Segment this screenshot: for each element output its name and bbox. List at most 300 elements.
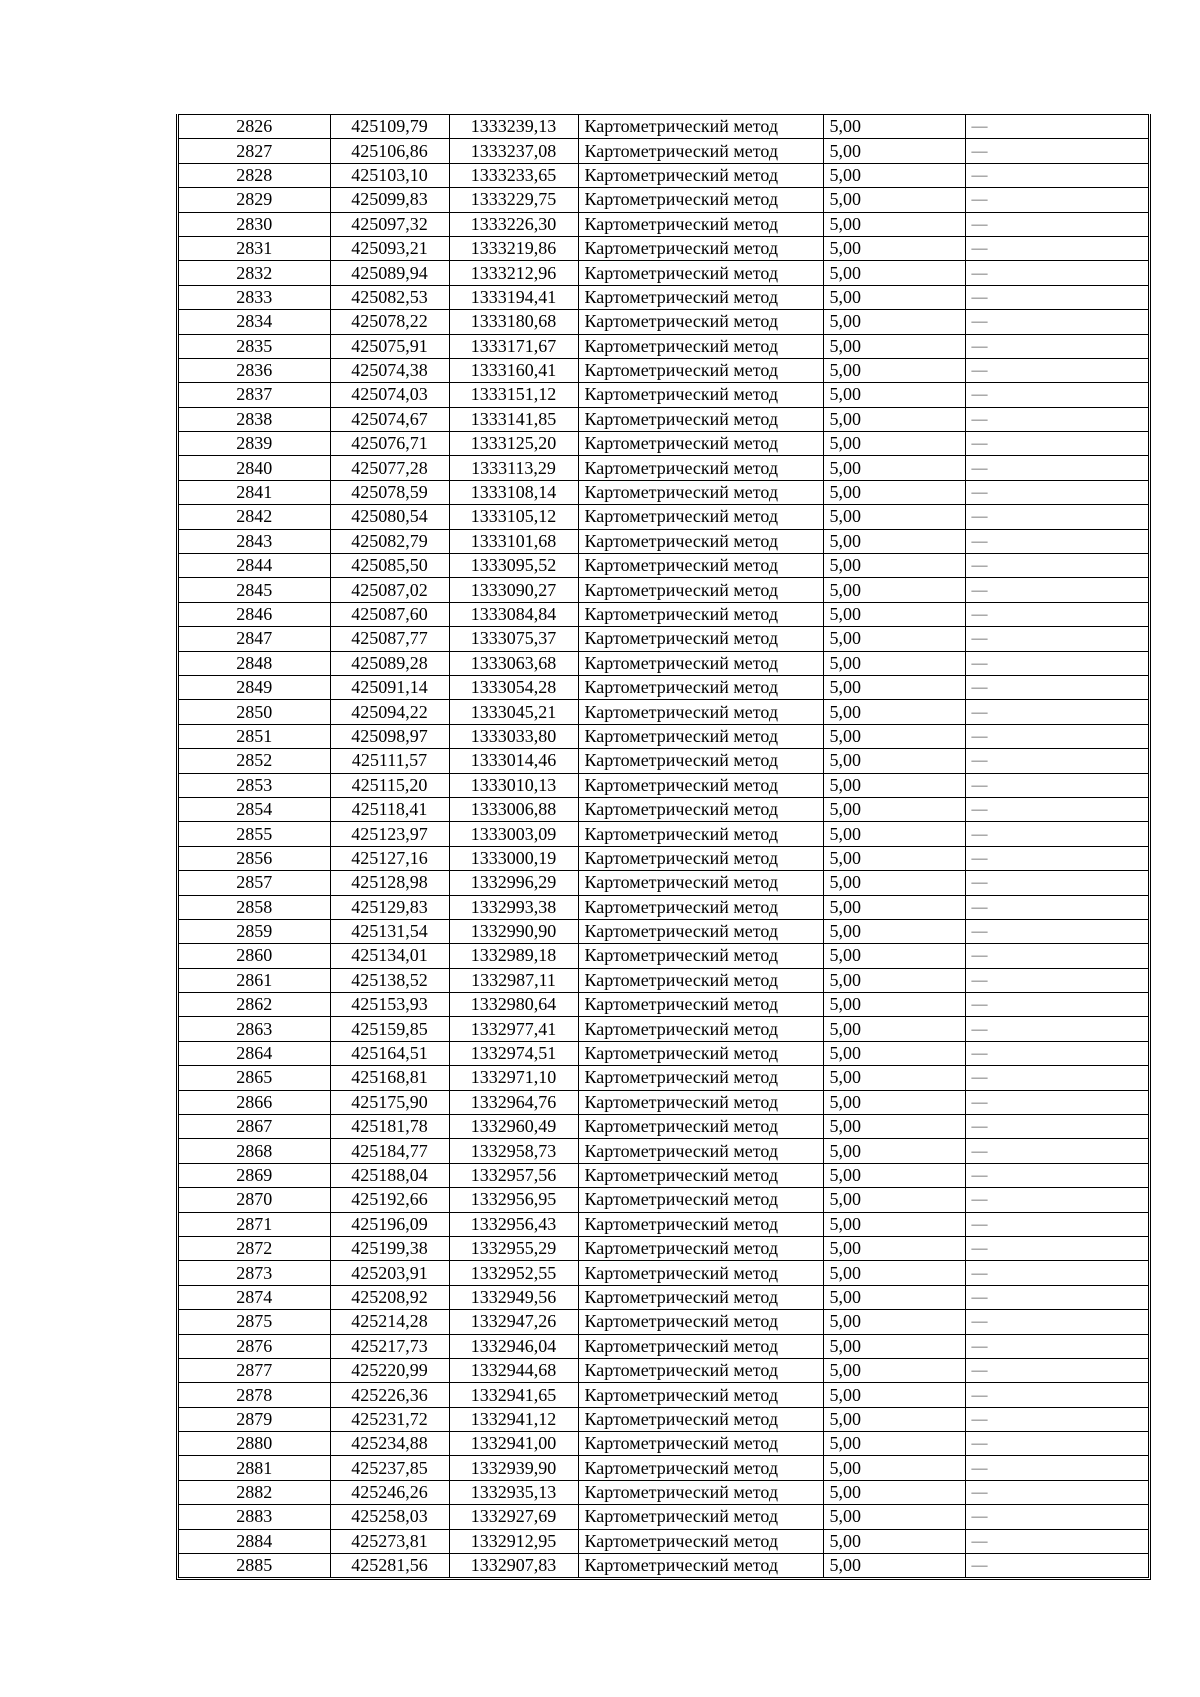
accuracy-cell: 5,00 (823, 944, 965, 968)
x-coordinate-cell: 425074,38 (330, 358, 449, 382)
accuracy-cell: 5,00 (823, 236, 965, 260)
accuracy-cell: 5,00 (823, 261, 965, 285)
accuracy-cell: 5,00 (823, 285, 965, 309)
method-cell: Картометрический метод (578, 675, 823, 699)
x-coordinate-cell: 425184,77 (330, 1139, 449, 1163)
accuracy-cell: 5,00 (823, 1285, 965, 1309)
accuracy-cell: 5,00 (823, 1163, 965, 1187)
y-coordinate-cell: 1333045,21 (449, 700, 578, 724)
method-cell: Картометрический метод (578, 944, 823, 968)
point-number-cell: 2868 (179, 1139, 330, 1163)
accuracy-cell: 5,00 (823, 846, 965, 870)
x-coordinate-cell: 425077,28 (330, 456, 449, 480)
method-cell: Картометрический метод (578, 773, 823, 797)
x-coordinate-cell: 425109,79 (330, 115, 449, 139)
note-cell: — (965, 1066, 1148, 1090)
note-cell: — (965, 1139, 1148, 1163)
point-number-cell: 2840 (179, 456, 330, 480)
x-coordinate-cell: 425128,98 (330, 871, 449, 895)
point-number-cell: 2869 (179, 1163, 330, 1187)
note-cell: — (965, 1017, 1148, 1041)
x-coordinate-cell: 425082,79 (330, 529, 449, 553)
table-row (179, 285, 1148, 309)
accuracy-cell: 5,00 (823, 1115, 965, 1139)
y-coordinate-cell: 1333212,96 (449, 261, 578, 285)
y-coordinate-cell: 1332912,95 (449, 1529, 578, 1553)
method-cell: Картометрический метод (578, 602, 823, 626)
x-coordinate-cell: 425192,66 (330, 1188, 449, 1212)
point-number-cell: 2884 (179, 1529, 330, 1553)
point-number-cell: 2843 (179, 529, 330, 553)
accuracy-cell: 5,00 (823, 1358, 965, 1382)
y-coordinate-cell: 1332974,51 (449, 1041, 578, 1065)
note-cell: — (965, 1212, 1148, 1236)
table-row (179, 578, 1148, 602)
table-row (179, 675, 1148, 699)
x-coordinate-cell: 425098,97 (330, 724, 449, 748)
y-coordinate-cell: 1333151,12 (449, 383, 578, 407)
method-cell: Картометрический метод (578, 456, 823, 480)
accuracy-cell: 5,00 (823, 1139, 965, 1163)
table-row (179, 334, 1148, 358)
note-cell: — (965, 871, 1148, 895)
x-coordinate-cell: 425093,21 (330, 236, 449, 260)
x-coordinate-cell: 425118,41 (330, 797, 449, 821)
method-cell: Картометрический метод (578, 1236, 823, 1260)
note-cell: — (965, 1310, 1148, 1334)
table-row (179, 407, 1148, 431)
method-cell: Картометрический метод (578, 358, 823, 382)
point-number-cell: 2832 (179, 261, 330, 285)
method-cell: Картометрический метод (578, 115, 823, 139)
method-cell: Картометрический метод (578, 749, 823, 773)
point-number-cell: 2853 (179, 773, 330, 797)
accuracy-cell: 5,00 (823, 1310, 965, 1334)
point-number-cell: 2826 (179, 115, 330, 139)
x-coordinate-cell: 425153,93 (330, 993, 449, 1017)
accuracy-cell: 5,00 (823, 627, 965, 651)
y-coordinate-cell: 1332956,43 (449, 1212, 578, 1236)
y-coordinate-cell: 1333014,46 (449, 749, 578, 773)
point-number-cell: 2875 (179, 1310, 330, 1334)
note-cell: — (965, 797, 1148, 821)
x-coordinate-cell: 425175,90 (330, 1090, 449, 1114)
note-cell: — (965, 334, 1148, 358)
y-coordinate-cell: 1333095,52 (449, 554, 578, 578)
table-row (179, 627, 1148, 651)
point-number-cell: 2860 (179, 944, 330, 968)
accuracy-cell: 5,00 (823, 1456, 965, 1480)
accuracy-cell: 5,00 (823, 1236, 965, 1260)
point-number-cell: 2857 (179, 871, 330, 895)
accuracy-cell: 5,00 (823, 919, 965, 943)
x-coordinate-cell: 425138,52 (330, 968, 449, 992)
y-coordinate-cell: 1332939,90 (449, 1456, 578, 1480)
point-number-cell: 2873 (179, 1261, 330, 1285)
accuracy-cell: 5,00 (823, 310, 965, 334)
table-row (179, 1090, 1148, 1114)
accuracy-cell: 5,00 (823, 895, 965, 919)
table-row (179, 1041, 1148, 1065)
table-row (179, 1066, 1148, 1090)
point-number-cell: 2867 (179, 1115, 330, 1139)
table-row (179, 1139, 1148, 1163)
x-coordinate-cell: 425220,99 (330, 1358, 449, 1382)
table-row (179, 1407, 1148, 1431)
note-cell: — (965, 578, 1148, 602)
x-coordinate-cell: 425111,57 (330, 749, 449, 773)
x-coordinate-cell: 425074,03 (330, 383, 449, 407)
point-number-cell: 2859 (179, 919, 330, 943)
note-cell: — (965, 749, 1148, 773)
y-coordinate-cell: 1332952,55 (449, 1261, 578, 1285)
y-coordinate-cell: 1333108,14 (449, 480, 578, 504)
method-cell: Картометрический метод (578, 529, 823, 553)
table-row (179, 1212, 1148, 1236)
table-row (179, 1358, 1148, 1382)
note-cell: — (965, 1334, 1148, 1358)
y-coordinate-cell: 1333237,08 (449, 139, 578, 163)
x-coordinate-cell: 425258,03 (330, 1505, 449, 1529)
point-number-cell: 2849 (179, 675, 330, 699)
accuracy-cell: 5,00 (823, 1066, 965, 1090)
table-row (179, 944, 1148, 968)
note-cell: — (965, 919, 1148, 943)
accuracy-cell: 5,00 (823, 578, 965, 602)
y-coordinate-cell: 1333125,20 (449, 432, 578, 456)
note-cell: — (965, 1163, 1148, 1187)
method-cell: Картометрический метод (578, 1334, 823, 1358)
method-cell: Картометрический метод (578, 1456, 823, 1480)
method-cell: Картометрический метод (578, 1163, 823, 1187)
x-coordinate-cell: 425085,50 (330, 554, 449, 578)
table-row (179, 310, 1148, 334)
table-row (179, 212, 1148, 236)
y-coordinate-cell: 1333141,85 (449, 407, 578, 431)
method-cell: Картометрический метод (578, 1090, 823, 1114)
y-coordinate-cell: 1332958,73 (449, 1139, 578, 1163)
accuracy-cell: 5,00 (823, 1212, 965, 1236)
accuracy-cell: 5,00 (823, 358, 965, 382)
x-coordinate-cell: 425234,88 (330, 1432, 449, 1456)
table-row (179, 846, 1148, 870)
accuracy-cell: 5,00 (823, 797, 965, 821)
x-coordinate-cell: 425196,09 (330, 1212, 449, 1236)
y-coordinate-cell: 1333063,68 (449, 651, 578, 675)
x-coordinate-cell: 425087,02 (330, 578, 449, 602)
y-coordinate-cell: 1332947,26 (449, 1310, 578, 1334)
table-row (179, 993, 1148, 1017)
y-coordinate-cell: 1333054,28 (449, 675, 578, 699)
method-cell: Картометрический метод (578, 1554, 823, 1578)
accuracy-cell: 5,00 (823, 115, 965, 139)
x-coordinate-cell: 425129,83 (330, 895, 449, 919)
note-cell: — (965, 822, 1148, 846)
note-cell: — (965, 1554, 1148, 1578)
note-cell: — (965, 212, 1148, 236)
method-cell: Картометрический метод (578, 212, 823, 236)
accuracy-cell: 5,00 (823, 188, 965, 212)
table-row (179, 1529, 1148, 1553)
table-row (179, 749, 1148, 773)
method-cell: Картометрический метод (578, 163, 823, 187)
y-coordinate-cell: 1332964,76 (449, 1090, 578, 1114)
method-cell: Картометрический метод (578, 1066, 823, 1090)
x-coordinate-cell: 425094,22 (330, 700, 449, 724)
coordinates-table-body (179, 115, 1148, 1578)
y-coordinate-cell: 1333033,80 (449, 724, 578, 748)
y-coordinate-cell: 1332977,41 (449, 1017, 578, 1041)
method-cell: Картометрический метод (578, 334, 823, 358)
y-coordinate-cell: 1332957,56 (449, 1163, 578, 1187)
note-cell: — (965, 456, 1148, 480)
method-cell: Картометрический метод (578, 700, 823, 724)
point-number-cell: 2865 (179, 1066, 330, 1090)
x-coordinate-cell: 425217,73 (330, 1334, 449, 1358)
note-cell: — (965, 1041, 1148, 1065)
method-cell: Картометрический метод (578, 1505, 823, 1529)
method-cell: Картометрический метод (578, 895, 823, 919)
y-coordinate-cell: 1332927,69 (449, 1505, 578, 1529)
y-coordinate-cell: 1333084,84 (449, 602, 578, 626)
point-number-cell: 2871 (179, 1212, 330, 1236)
table-row (179, 456, 1148, 480)
note-cell: — (965, 1432, 1148, 1456)
point-number-cell: 2847 (179, 627, 330, 651)
accuracy-cell: 5,00 (823, 505, 965, 529)
point-number-cell: 2830 (179, 212, 330, 236)
table-row (179, 1236, 1148, 1260)
note-cell: — (965, 1505, 1148, 1529)
point-number-cell: 2885 (179, 1554, 330, 1578)
table-row (179, 919, 1148, 943)
y-coordinate-cell: 1333006,88 (449, 797, 578, 821)
x-coordinate-cell: 425099,83 (330, 188, 449, 212)
x-coordinate-cell: 425246,26 (330, 1480, 449, 1504)
table-row (179, 651, 1148, 675)
accuracy-cell: 5,00 (823, 724, 965, 748)
method-cell: Картометрический метод (578, 383, 823, 407)
method-cell: Картометрический метод (578, 236, 823, 260)
accuracy-cell: 5,00 (823, 480, 965, 504)
table-row (179, 773, 1148, 797)
method-cell: Картометрический метод (578, 822, 823, 846)
method-cell: Картометрический метод (578, 432, 823, 456)
method-cell: Картометрический метод (578, 1017, 823, 1041)
table-row (179, 383, 1148, 407)
note-cell: — (965, 1115, 1148, 1139)
table-row (179, 358, 1148, 382)
note-cell: — (965, 188, 1148, 212)
x-coordinate-cell: 425231,72 (330, 1407, 449, 1431)
coordinates-table (179, 114, 1148, 1577)
accuracy-cell: 5,00 (823, 1480, 965, 1504)
table-row (179, 1017, 1148, 1041)
method-cell: Картометрический метод (578, 1358, 823, 1382)
y-coordinate-cell: 1333180,68 (449, 310, 578, 334)
method-cell: Картометрический метод (578, 968, 823, 992)
accuracy-cell: 5,00 (823, 675, 965, 699)
accuracy-cell: 5,00 (823, 383, 965, 407)
x-coordinate-cell: 425076,71 (330, 432, 449, 456)
note-cell: — (965, 700, 1148, 724)
method-cell: Картометрический метод (578, 578, 823, 602)
point-number-cell: 2882 (179, 1480, 330, 1504)
note-cell: — (965, 163, 1148, 187)
x-coordinate-cell: 425091,14 (330, 675, 449, 699)
method-cell: Картометрический метод (578, 1285, 823, 1309)
point-number-cell: 2831 (179, 236, 330, 260)
accuracy-cell: 5,00 (823, 773, 965, 797)
point-number-cell: 2858 (179, 895, 330, 919)
point-number-cell: 2870 (179, 1188, 330, 1212)
table-row (179, 871, 1148, 895)
table-row (179, 724, 1148, 748)
method-cell: Картометрический метод (578, 261, 823, 285)
accuracy-cell: 5,00 (823, 1188, 965, 1212)
x-coordinate-cell: 425097,32 (330, 212, 449, 236)
point-number-cell: 2854 (179, 797, 330, 821)
point-number-cell: 2880 (179, 1432, 330, 1456)
accuracy-cell: 5,00 (823, 554, 965, 578)
note-cell: — (965, 1407, 1148, 1431)
method-cell: Картометрический метод (578, 651, 823, 675)
y-coordinate-cell: 1333233,65 (449, 163, 578, 187)
accuracy-cell: 5,00 (823, 1334, 965, 1358)
point-number-cell: 2834 (179, 310, 330, 334)
note-cell: — (965, 480, 1148, 504)
method-cell: Картометрический метод (578, 1139, 823, 1163)
accuracy-cell: 5,00 (823, 700, 965, 724)
note-cell: — (965, 993, 1148, 1017)
y-coordinate-cell: 1333226,30 (449, 212, 578, 236)
method-cell: Картометрический метод (578, 1041, 823, 1065)
x-coordinate-cell: 425123,97 (330, 822, 449, 846)
table-row (179, 700, 1148, 724)
note-cell: — (965, 675, 1148, 699)
x-coordinate-cell: 425237,85 (330, 1456, 449, 1480)
accuracy-cell: 5,00 (823, 407, 965, 431)
x-coordinate-cell: 425203,91 (330, 1261, 449, 1285)
table-row (179, 822, 1148, 846)
point-number-cell: 2833 (179, 285, 330, 309)
table-row (179, 895, 1148, 919)
method-cell: Картометрический метод (578, 407, 823, 431)
x-coordinate-cell: 425131,54 (330, 919, 449, 943)
point-number-cell: 2863 (179, 1017, 330, 1041)
note-cell: — (965, 1285, 1148, 1309)
x-coordinate-cell: 425164,51 (330, 1041, 449, 1065)
y-coordinate-cell: 1332949,56 (449, 1285, 578, 1309)
accuracy-cell: 5,00 (823, 163, 965, 187)
point-number-cell: 2841 (179, 480, 330, 504)
note-cell: — (965, 261, 1148, 285)
x-coordinate-cell: 425087,77 (330, 627, 449, 651)
table-row (179, 1456, 1148, 1480)
table-row (179, 115, 1148, 139)
y-coordinate-cell: 1333219,86 (449, 236, 578, 260)
point-number-cell: 2827 (179, 139, 330, 163)
note-cell: — (965, 554, 1148, 578)
table-row (179, 1285, 1148, 1309)
x-coordinate-cell: 425188,04 (330, 1163, 449, 1187)
x-coordinate-cell: 425159,85 (330, 1017, 449, 1041)
point-number-cell: 2851 (179, 724, 330, 748)
y-coordinate-cell: 1332980,64 (449, 993, 578, 1017)
point-number-cell: 2828 (179, 163, 330, 187)
y-coordinate-cell: 1332971,10 (449, 1066, 578, 1090)
table-row (179, 505, 1148, 529)
table-row (179, 1163, 1148, 1187)
y-coordinate-cell: 1333171,67 (449, 334, 578, 358)
x-coordinate-cell: 425080,54 (330, 505, 449, 529)
method-cell: Картометрический метод (578, 1480, 823, 1504)
accuracy-cell: 5,00 (823, 212, 965, 236)
method-cell: Картометрический метод (578, 505, 823, 529)
y-coordinate-cell: 1332955,29 (449, 1236, 578, 1260)
x-coordinate-cell: 425082,53 (330, 285, 449, 309)
y-coordinate-cell: 1333101,68 (449, 529, 578, 553)
y-coordinate-cell: 1333010,13 (449, 773, 578, 797)
x-coordinate-cell: 425199,38 (330, 1236, 449, 1260)
x-coordinate-cell: 425226,36 (330, 1383, 449, 1407)
accuracy-cell: 5,00 (823, 968, 965, 992)
y-coordinate-cell: 1332941,00 (449, 1432, 578, 1456)
note-cell: — (965, 358, 1148, 382)
note-cell: — (965, 651, 1148, 675)
point-number-cell: 2855 (179, 822, 330, 846)
method-cell: Картометрический метод (578, 188, 823, 212)
point-number-cell: 2879 (179, 1407, 330, 1431)
y-coordinate-cell: 1332907,83 (449, 1554, 578, 1578)
point-number-cell: 2862 (179, 993, 330, 1017)
x-coordinate-cell: 425115,20 (330, 773, 449, 797)
note-cell: — (965, 505, 1148, 529)
point-number-cell: 2838 (179, 407, 330, 431)
y-coordinate-cell: 1332960,49 (449, 1115, 578, 1139)
y-coordinate-cell: 1332946,04 (449, 1334, 578, 1358)
x-coordinate-cell: 425134,01 (330, 944, 449, 968)
accuracy-cell: 5,00 (823, 1554, 965, 1578)
accuracy-cell: 5,00 (823, 602, 965, 626)
accuracy-cell: 5,00 (823, 1505, 965, 1529)
point-number-cell: 2848 (179, 651, 330, 675)
accuracy-cell: 5,00 (823, 456, 965, 480)
note-cell: — (965, 773, 1148, 797)
coordinates-table-container (176, 114, 1151, 1580)
point-number-cell: 2846 (179, 602, 330, 626)
accuracy-cell: 5,00 (823, 1017, 965, 1041)
note-cell: — (965, 602, 1148, 626)
accuracy-cell: 5,00 (823, 432, 965, 456)
note-cell: — (965, 1529, 1148, 1553)
note-cell: — (965, 1236, 1148, 1260)
method-cell: Картометрический метод (578, 797, 823, 821)
y-coordinate-cell: 1332990,90 (449, 919, 578, 943)
y-coordinate-cell: 1333090,27 (449, 578, 578, 602)
method-cell: Картометрический метод (578, 139, 823, 163)
accuracy-cell: 5,00 (823, 529, 965, 553)
accuracy-cell: 5,00 (823, 1383, 965, 1407)
point-number-cell: 2872 (179, 1236, 330, 1260)
method-cell: Картометрический метод (578, 1407, 823, 1431)
note-cell: — (965, 895, 1148, 919)
x-coordinate-cell: 425168,81 (330, 1066, 449, 1090)
x-coordinate-cell: 425078,22 (330, 310, 449, 334)
method-cell: Картометрический метод (578, 846, 823, 870)
note-cell: — (965, 1090, 1148, 1114)
accuracy-cell: 5,00 (823, 1261, 965, 1285)
